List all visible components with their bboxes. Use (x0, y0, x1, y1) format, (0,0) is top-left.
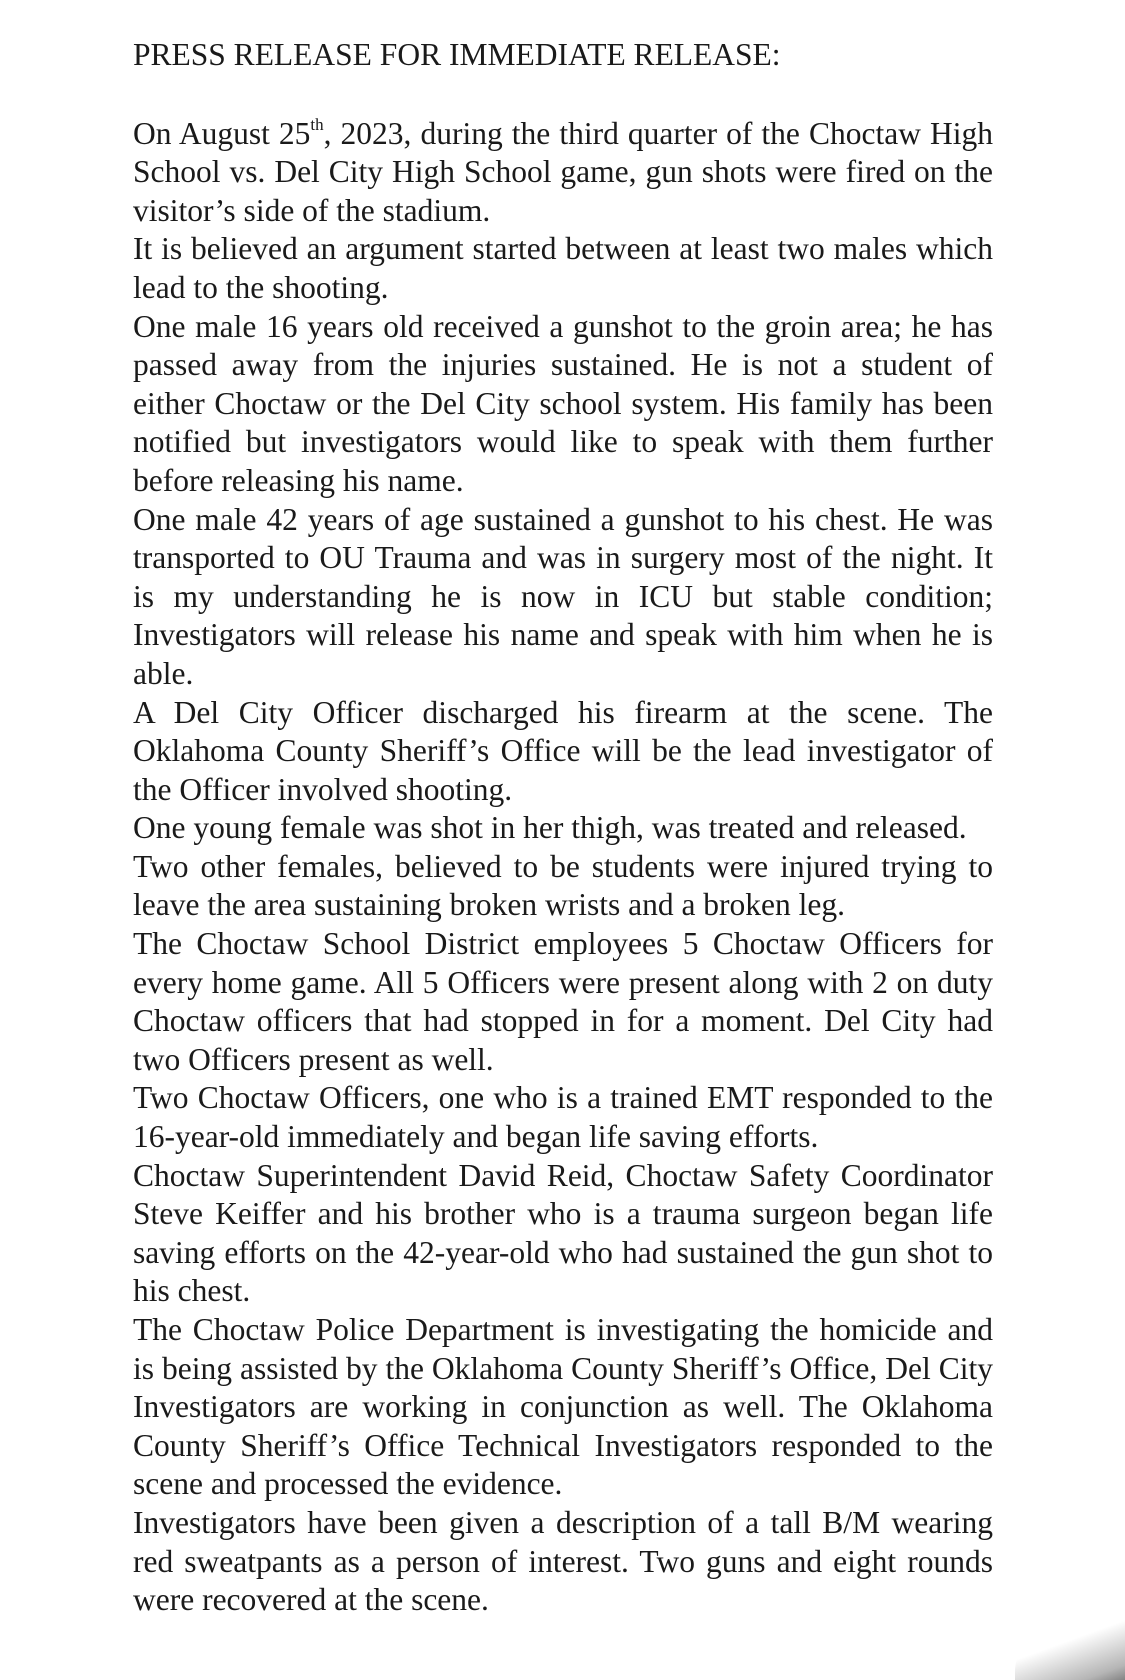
paragraph-16-year-old-victim: One male 16 years old received a gunshot to the groin area; he has passed away from the injuries sustained. He is not a student of either Choctaw or the Del City school system. His family has been notified but investigators would like to speak with them further before releasing his name. (133, 308, 993, 498)
paragraph-42-year-old-victim: One male 42 years of age sustained a gunshot to his chest. He was transported to OU Trauma and was in surgery most of the night. It is my understanding he is now in ICU but stable condition; Investigators will release his name and speak with him when he is able. (133, 501, 993, 691)
page-curl-shadow (1015, 1620, 1125, 1680)
intro-text-start: On August 25 (133, 115, 311, 151)
paragraph-female-victim: One young female was shot in her thigh, was treated and released. (133, 810, 967, 846)
paragraph-officers-present: The Choctaw School District employees 5 Choctaw Officers for every home game. All 5 Officers were present along with 2 on duty Choctaw officers that had stopped in for a moment. Del City had two Officers present as well. (133, 926, 993, 1077)
press-release-heading: PRESS RELEASE FOR IMMEDIATE RELEASE: (133, 37, 781, 72)
paragraph-other-injuries: Two other females, believed to be students were injured trying to leave the area sustaining broken wrists and a broken leg. (133, 848, 993, 923)
paragraph-argument: It is believed an argument started between at least two males which lead to the shooting. (133, 231, 993, 305)
paragraph-superintendent-response: Choctaw Superintendent David Reid, Choctaw Safety Coordinator Steve Keiffer and his brother who is a trauma surgeon began life saving efforts on the 42-year-old who had sustained the gun shot to his chest. (133, 1157, 993, 1309)
paragraph-intro (133, 115, 993, 231)
paragraph-officer-discharge: A Del City Officer discharged his firearm at the scene. The Oklahoma County Sheriff’s Office will be the lead investigator of the Officer involved shooting. (133, 694, 993, 807)
ordinal-suffix: th (310, 115, 324, 135)
paragraph-emt-response: Two Choctaw Officers, one who is a trained EMT responded to the 16-year-old immediately and began life saving efforts. (133, 1080, 993, 1155)
intro-text-end: , 2023, during the third quarter of the Choctaw High School vs. Del City High School game, gun shots were fired on the visitor’s side of the stadium. (133, 115, 993, 228)
paragraph-investigation: The Choctaw Police Department is investigating the homicide and is being assisted by the Oklahoma County Sheriff’s Office, Del City Investigators are working in conjunction as well. The Oklahoma County Sheriff’s Office Technical Investigators responded to the scene and processed the evidence. (133, 1312, 993, 1502)
paragraph-person-of-interest: Investigators have been given a description of a tall B/M wearing red sweatpants as a person of interest. Two guns and eight rounds were recovered at the scene. (133, 1504, 993, 1618)
press-release-document (133, 36, 993, 1620)
